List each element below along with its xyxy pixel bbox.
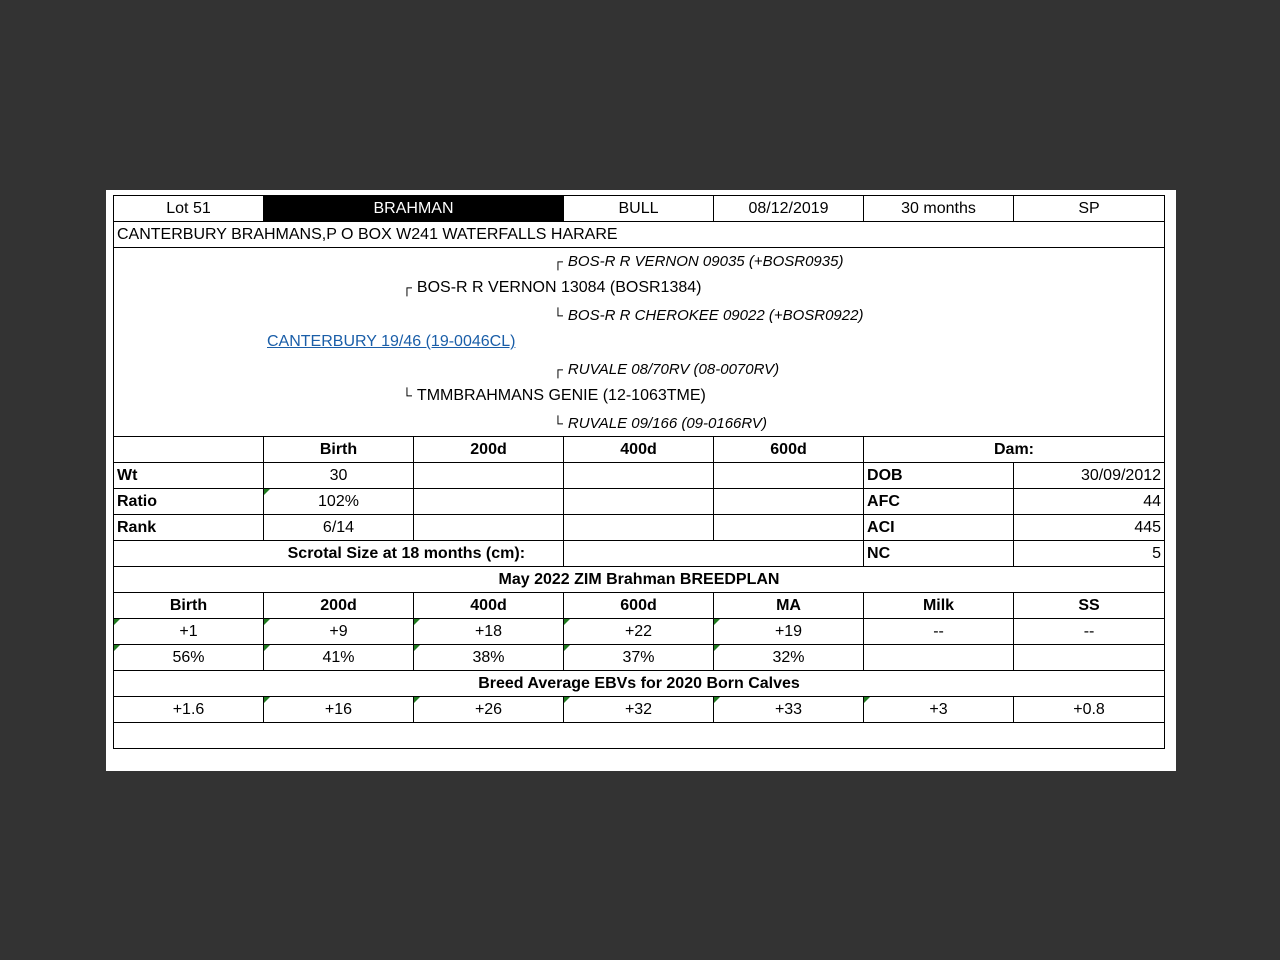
dam-label: NC — [864, 541, 1014, 567]
weights-cell — [414, 463, 564, 489]
dam-sire: ┌ RUVALE 08/70RV (08-0070RV) — [553, 361, 780, 378]
pedigree-block — [114, 248, 1165, 437]
breed-average-cell: +32 — [564, 697, 714, 723]
scrotal-value — [564, 541, 864, 567]
dam-label: AFC — [864, 489, 1014, 515]
weights-row — [114, 515, 1165, 541]
ebv-row — [114, 619, 1165, 645]
weights-cell — [564, 463, 714, 489]
dam-title: Dam: — [864, 437, 1165, 463]
ebv-col-header: Birth — [114, 593, 264, 619]
ebv-col-header: SS — [1014, 593, 1165, 619]
breed-name: BRAHMAN — [264, 196, 564, 222]
dam-dam: └ RUVALE 09/166 (09-0166RV) — [553, 415, 767, 432]
weights-col-header: 200d — [414, 437, 564, 463]
ebv-col-header: 400d — [414, 593, 564, 619]
breed-average-title: Breed Average EBVs for 2020 Born Calves — [114, 671, 1165, 697]
accuracy-row — [114, 645, 1165, 671]
weights-cell — [714, 489, 864, 515]
owner-address: CANTERBURY BRAHMANS,P O BOX W241 WATERFALLS HARARE — [114, 222, 1165, 248]
breed-average-cell: +0.8 — [1014, 697, 1165, 723]
accuracy-cell: 37% — [564, 645, 714, 671]
breed-average-title-row — [114, 671, 1165, 697]
breed-average-cell: +16 — [264, 697, 414, 723]
row-label: Ratio — [114, 489, 264, 515]
weights-row — [114, 489, 1165, 515]
accuracy-cell: 56% — [114, 645, 264, 671]
weights-col-header: 400d — [564, 437, 714, 463]
weights-cell — [714, 463, 864, 489]
ebv-col-header: 200d — [264, 593, 414, 619]
weights-cell — [564, 489, 714, 515]
breed-average-cell: +3 — [864, 697, 1014, 723]
date-of-birth: 08/12/2019 — [714, 196, 864, 222]
ebv-cell: +9 — [264, 619, 414, 645]
ebv-cell: -- — [864, 619, 1014, 645]
lot-number: Lot 51 — [114, 196, 264, 222]
dam-value: 5 — [1014, 541, 1165, 567]
owner-row — [114, 222, 1165, 248]
breedplan-title-row — [114, 567, 1165, 593]
dam-label: ACI — [864, 515, 1014, 541]
animal-link[interactable]: CANTERBURY 19/46 (19-0046CL) — [267, 333, 516, 350]
lot-table — [113, 195, 1165, 749]
catalogue-sheet — [106, 190, 1176, 771]
breed-average-cell: +1.6 — [114, 697, 264, 723]
weights-cell: 102% — [264, 489, 414, 515]
ebv-cell: -- — [1014, 619, 1165, 645]
ebv-col-header: Milk — [864, 593, 1014, 619]
sire: ┌ BOS-R R VERNON 13084 (BOSR1384) — [402, 279, 702, 296]
status-code: SP — [1014, 196, 1165, 222]
accuracy-cell — [864, 645, 1014, 671]
breed-average-cell: +26 — [414, 697, 564, 723]
weights-cell — [714, 515, 864, 541]
accuracy-cell: 38% — [414, 645, 564, 671]
weights-cell — [414, 489, 564, 515]
weights-cell: 6/14 — [264, 515, 414, 541]
weights-corner — [114, 437, 264, 463]
dam: └ TMMBRAHMANS GENIE (12-1063TME) — [402, 387, 706, 404]
row-label: Rank — [114, 515, 264, 541]
dam-value: 30/09/2012 — [1014, 463, 1165, 489]
sire-sire: ┌ BOS-R R VERNON 09035 (+BOSR0935) — [553, 253, 844, 270]
dam-label: DOB — [864, 463, 1014, 489]
accuracy-cell: 32% — [714, 645, 864, 671]
weights-cell — [414, 515, 564, 541]
accuracy-cell — [1014, 645, 1165, 671]
ebv-cell: +1 — [114, 619, 264, 645]
ebv-cell: +19 — [714, 619, 864, 645]
accuracy-cell: 41% — [264, 645, 414, 671]
weights-row — [114, 463, 1165, 489]
footer-row — [114, 723, 1165, 749]
ebv-cell: +18 — [414, 619, 564, 645]
weights-cell: 30 — [264, 463, 414, 489]
dam-value: 44 — [1014, 489, 1165, 515]
sire-dam: └ BOS-R R CHEROKEE 09022 (+BOSR0922) — [553, 307, 864, 324]
ebv-cell: +22 — [564, 619, 714, 645]
weights-header-row — [114, 437, 1165, 463]
weights-col-header: Birth — [264, 437, 414, 463]
scrotal-row — [114, 541, 1165, 567]
footer-note — [114, 723, 1165, 749]
weights-col-header: 600d — [714, 437, 864, 463]
ebv-col-header: MA — [714, 593, 864, 619]
dam-value: 445 — [1014, 515, 1165, 541]
row-label: Wt — [114, 463, 264, 489]
age: 30 months — [864, 196, 1014, 222]
ebv-col-header: 600d — [564, 593, 714, 619]
scrotal-label: Scrotal Size at 18 months (cm): — [114, 541, 564, 567]
breed-average-row — [114, 697, 1165, 723]
breedplan-title: May 2022 ZIM Brahman BREEDPLAN — [114, 567, 1165, 593]
breed-average-cell: +33 — [714, 697, 864, 723]
breedplan-header-row — [114, 593, 1165, 619]
sex: BULL — [564, 196, 714, 222]
lot-header-row — [114, 196, 1165, 222]
weights-cell — [564, 515, 714, 541]
pedigree-row — [114, 248, 1165, 437]
